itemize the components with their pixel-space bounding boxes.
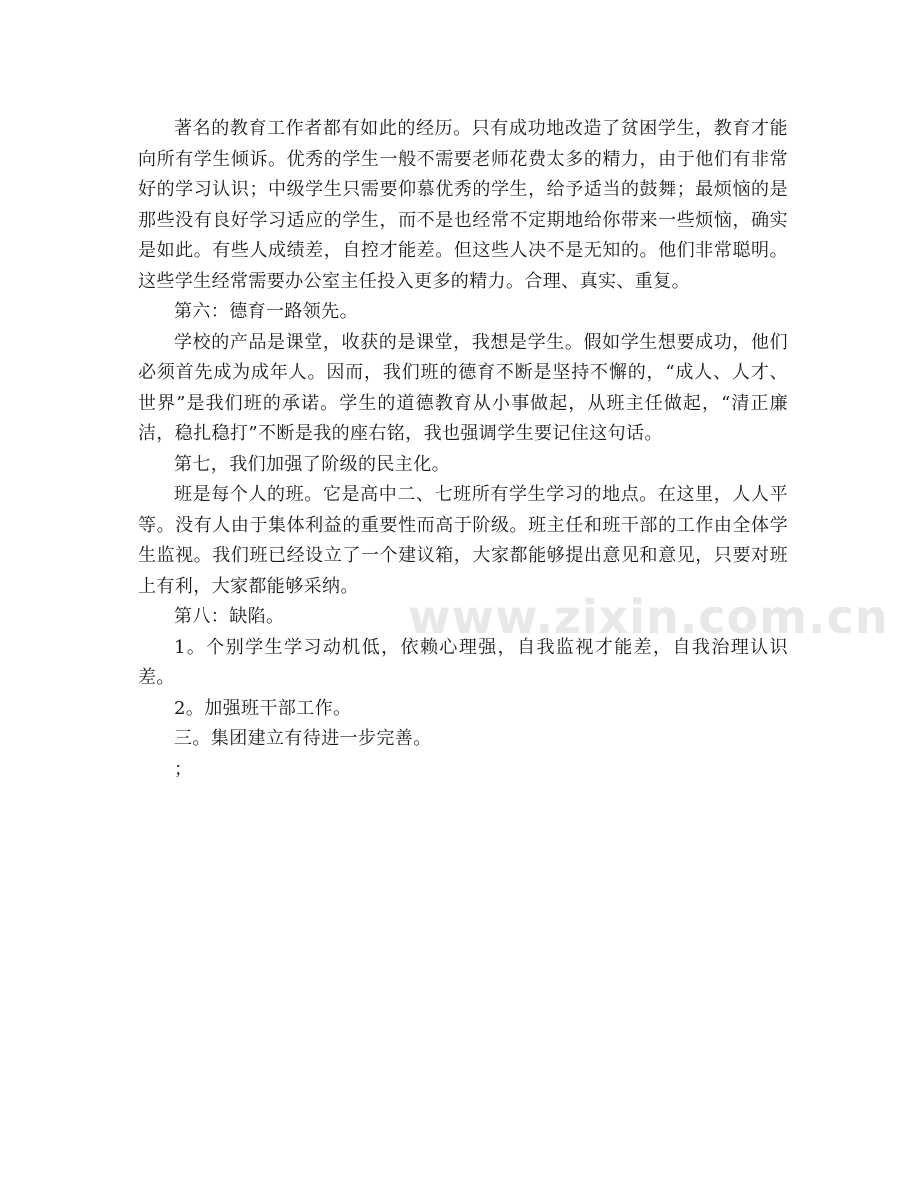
trailing-mark: ； (174, 758, 193, 780)
list-item-2: 2。加强班干部工作。 (174, 697, 352, 719)
list-item-1: 1。个别学生学习动机低，依赖心理强，自我监视才能差，自我治理认识差。 (138, 636, 788, 688)
heading-eight: 第八：缺陷。 (174, 606, 285, 627)
paragraph-3: 班是每个人的班。它是高中二、七班所有学生学习的地点。在这里，人人平等。没有人由于集体利益的重要性而高于阶级。班主任和班干部的工作由全体学生监视。我们班已经设立了一个建议箱，大家都能够提出意见和意见，只要对班上有利，大家都能够采纳。 (138, 484, 788, 597)
paragraph-2: 学校的产品是课堂，收获的是课堂，我想是学生。假如学生想要成功，他们必须首先成为成年人。因而，我们班的德育不断是坚持不懈的，“成人、人才、世界”是我们班的承诺。学生的道德教育从小事做起，从班主任做起，“清正廉洁，稳扎稳打”不断是我的座右铭，我也强调学生要记住这句话。 (138, 331, 788, 444)
heading-seven: 第七，我们加强了阶级的民主化。 (174, 453, 450, 475)
list-item-3: 三。集团建立有待进一步完善。 (174, 728, 432, 749)
heading-six: 第六：德育一路领先。 (174, 301, 358, 322)
watermark: www.zixin.com.cn (408, 590, 889, 644)
document-body (138, 114, 788, 785)
paragraph-1: 著名的教育工作者都有如此的经历。只有成功地改造了贫困学生，教育才能向所有学生倾诉。优秀的学生一般不需要老师花费太多的精力，由于他们有非常好的学习认识；中级学生只需要仰慕优秀的学生，给予适当的鼓舞；最烦恼的是那些没有良好学习适应的学生，而不是也经常不定期地给你带来一些烦恼，确实是如此。有些人成绩差，自控才能差。但这些人决不是无知的。他们非常聪明。这些学生经常需要办公室主任投入更多的精力。合理、真实、重复。 (138, 118, 788, 292)
